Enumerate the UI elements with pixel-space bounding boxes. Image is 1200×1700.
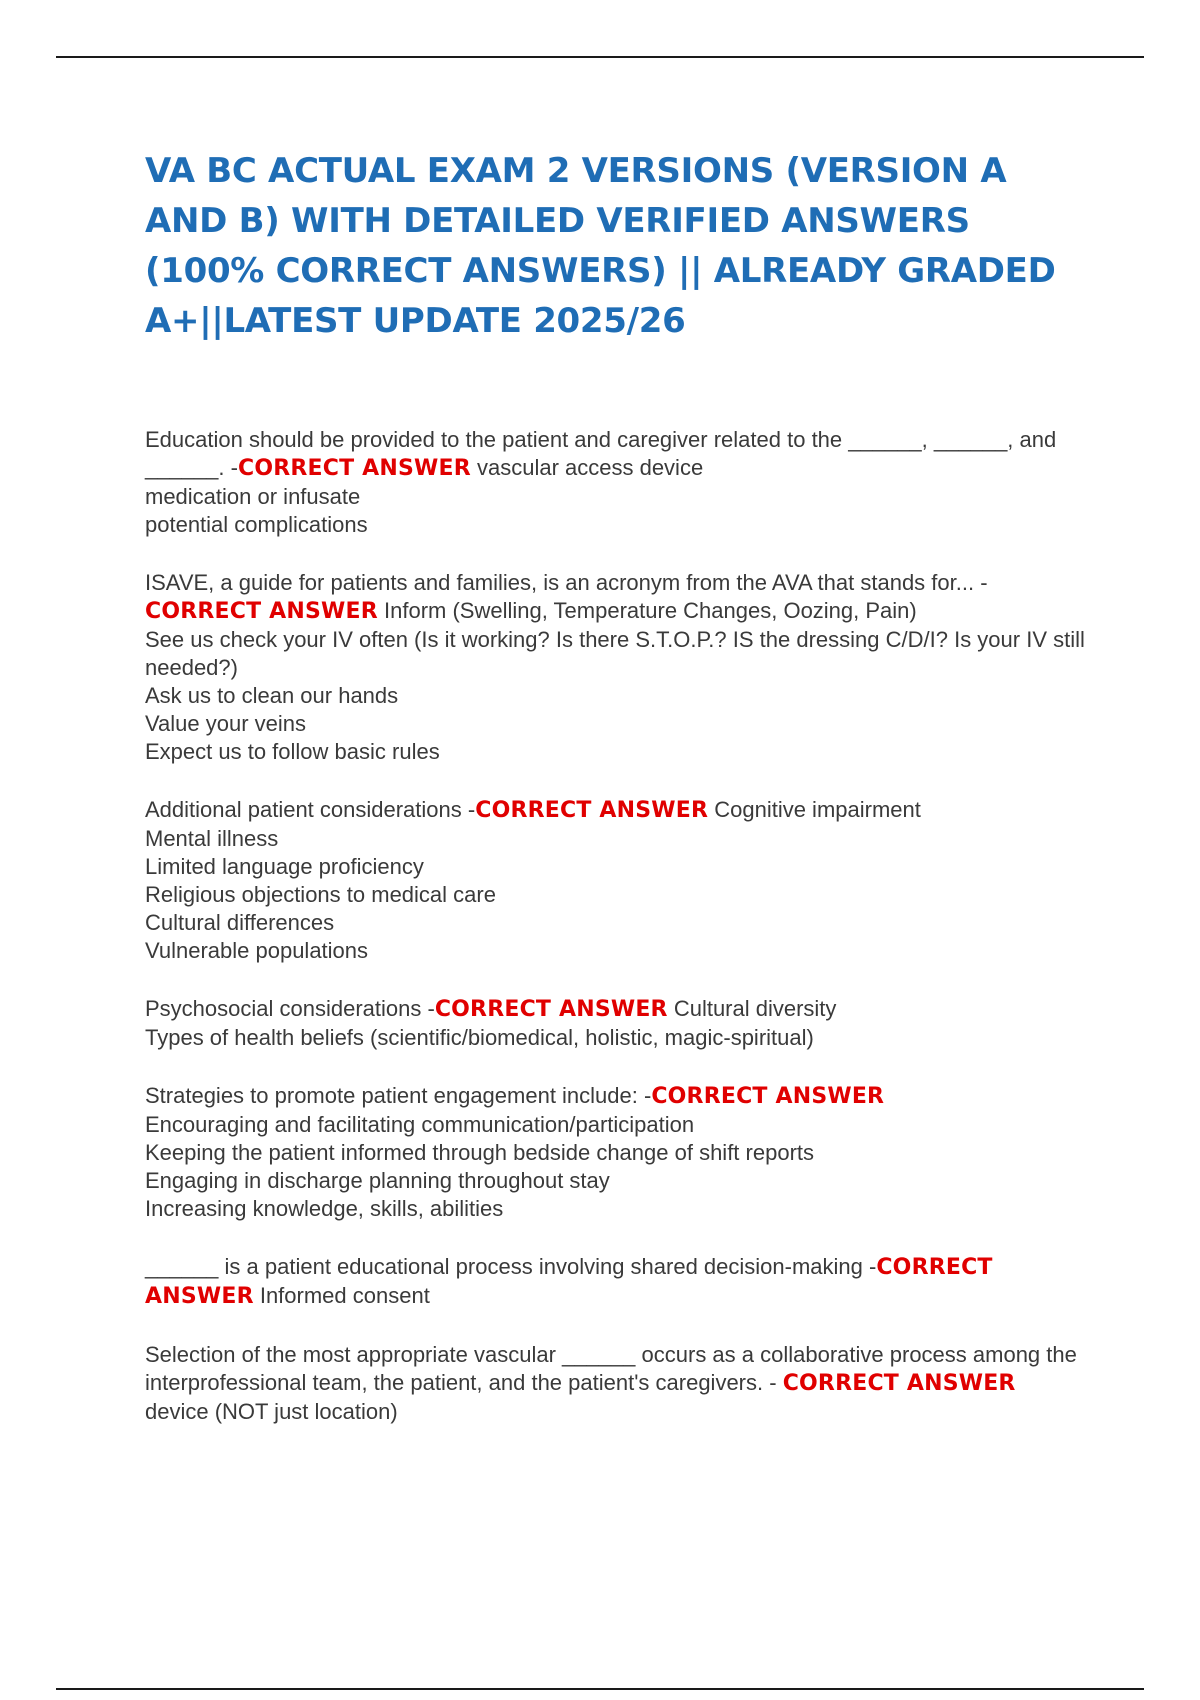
answer-line: Limited language proficiency [145,854,424,879]
question-text: Additional patient considerations - [145,797,476,822]
answer-line: Ask us to clean our hands [145,683,399,708]
header-rule [56,56,1144,58]
correct-answer-tag: CORRECT ANSWER [782,1371,1016,1396]
answer-line: Encouraging and facilitating communication/participation [145,1112,695,1137]
answer-line: Types of health beliefs (scientific/biomedical, holistic, magic-spiritual) [145,1025,814,1050]
correct-answer-tag: CORRECT ANSWER [651,1084,885,1109]
correct-answer-tag: CORRECT ANSWER [145,599,378,624]
answer-line: Mental illness [145,826,279,851]
answer-text: Cognitive impairment [708,797,921,822]
answer-text: device (NOT just location) [145,1399,398,1424]
answer-line: Religious objections to medical care [145,882,496,907]
qa-item [145,1341,1085,1426]
answer-line: medication or infusate [145,484,361,509]
correct-answer-tag: CORRECT ANSWER [145,1255,993,1309]
answer-text: Informed consent [253,1283,430,1308]
answer-line: Engaging in discharge planning throughout stay [145,1168,610,1193]
answer-line: Keeping the patient informed through bedside change of shift reports [145,1140,815,1165]
answer-text: Cultural diversity [667,996,837,1021]
answer-text: vascular access device [470,455,704,480]
answer-line: Expect us to follow basic rules [145,739,440,764]
qa-item [145,995,1085,1052]
answer-line: Value your veins [145,711,307,736]
question-text: Psychosocial considerations - [145,996,435,1021]
qa-item [145,569,1085,766]
qa-item [145,1253,1085,1311]
answer-line: Increasing knowledge, skills, abilities [145,1196,504,1221]
correct-answer-tag: CORRECT ANSWER [475,798,709,823]
qa-item [145,426,1085,539]
question-text: Strategies to promote patient engagement include: - [145,1083,652,1108]
answer-line: Cultural differences [145,910,335,935]
question-text: ______ is a patient educational process involving shared decision-making - [145,1254,877,1279]
document-title: VA BC ACTUAL EXAM 2 VERSIONS (VERSION A AND B) WITH DETAILED VERIFIED ANSWERS (100% CORRECT ANSWERS) || ALREADY GRADED A+||LATEST UPDATE 2025/26 [145,151,1056,341]
answer-line: Vulnerable populations [145,938,369,963]
qa-list [145,426,1085,1456]
answer-line: potential complications [145,512,368,537]
answer-line: See us check your IV often (Is it working? Is there S.T.O.P.? IS the dressing C/D/I? Is your IV still needed?) [145,627,1085,680]
question-text: Selection of the most appropriate vascular ______ occurs as a collaborative process among the interprofessional team, the patient, and the patient's caregivers. - [145,1342,1077,1395]
footer-rule [56,1688,1144,1690]
answer-text: Inform (Swelling, Temperature Changes, Oozing, Pain) [377,598,917,623]
question-text: Education should be provided to the patient and caregiver related to the ______, ______, and ______. - [145,427,1057,480]
question-text: ISAVE, a guide for patients and families, is an acronym from the AVA that stands for... - [145,570,988,595]
correct-answer-tag: CORRECT ANSWER [237,456,471,481]
correct-answer-tag: CORRECT ANSWER [434,997,668,1022]
qa-item [145,1082,1085,1223]
qa-item [145,796,1085,965]
